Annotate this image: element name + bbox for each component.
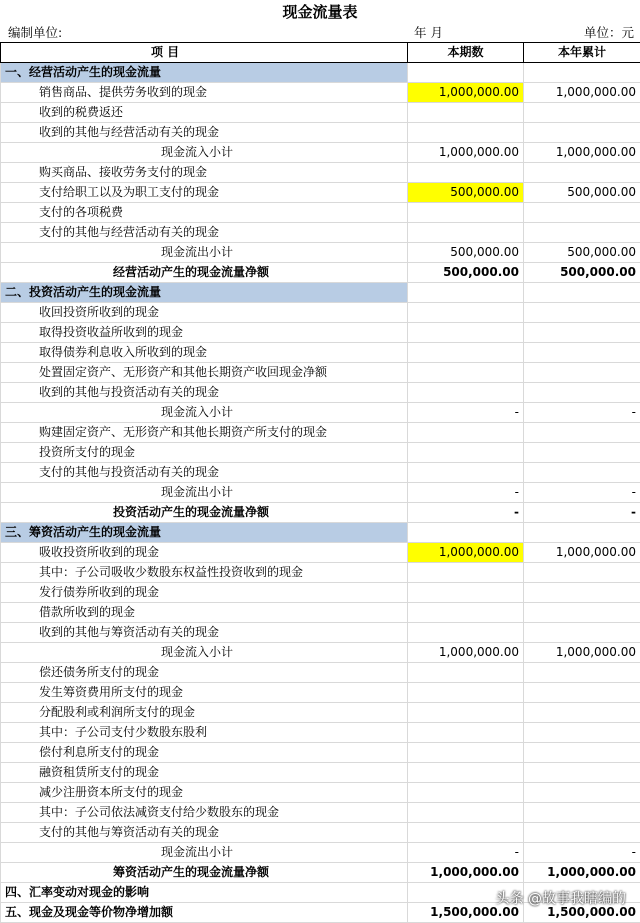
period-label: 年 月 bbox=[414, 24, 443, 42]
row-label[interactable]: 收到的税费返还 bbox=[1, 103, 408, 123]
year-to-date-cell[interactable] bbox=[524, 363, 640, 383]
table-row bbox=[1, 63, 640, 83]
year-to-date-cell[interactable] bbox=[524, 163, 640, 183]
year-to-date-cell[interactable]: - bbox=[524, 843, 640, 863]
current-period-cell[interactable] bbox=[408, 823, 524, 843]
table-row bbox=[1, 583, 640, 603]
current-period-cell[interactable] bbox=[408, 523, 524, 543]
table-row bbox=[1, 83, 640, 103]
year-to-date-cell[interactable] bbox=[524, 63, 640, 83]
year-to-date-cell[interactable] bbox=[524, 763, 640, 783]
table-row bbox=[1, 203, 640, 223]
current-period-cell[interactable] bbox=[408, 283, 524, 303]
year-to-date-cell[interactable] bbox=[524, 803, 640, 823]
table-row bbox=[1, 483, 640, 503]
year-to-date-cell[interactable] bbox=[524, 223, 640, 243]
current-period-cell[interactable] bbox=[408, 563, 524, 583]
header-item: 项 目 bbox=[1, 43, 408, 63]
year-to-date-cell[interactable] bbox=[524, 423, 640, 443]
current-period-cell[interactable] bbox=[408, 323, 524, 343]
year-to-date-cell[interactable] bbox=[524, 823, 640, 843]
current-period-cell[interactable]: 1,000,000.00 bbox=[408, 643, 524, 663]
current-period-cell[interactable] bbox=[408, 583, 524, 603]
table-row bbox=[1, 543, 640, 563]
year-to-date-cell[interactable] bbox=[524, 663, 640, 683]
table-row bbox=[1, 223, 640, 243]
row-label[interactable]: 投资活动产生的现金流量净额 bbox=[1, 503, 408, 523]
current-period-cell[interactable] bbox=[408, 423, 524, 443]
current-period-cell[interactable] bbox=[408, 603, 524, 623]
row-label[interactable]: 其中：子公司支付少数股东股利 bbox=[1, 723, 408, 743]
year-to-date-cell[interactable] bbox=[524, 743, 640, 763]
year-to-date-cell[interactable] bbox=[524, 443, 640, 463]
table-row bbox=[1, 843, 640, 863]
row-label[interactable]: 支付的各项税费 bbox=[1, 203, 408, 223]
row-label[interactable]: 一、经营活动产生的现金流量 bbox=[1, 63, 408, 83]
current-period-cell[interactable] bbox=[408, 763, 524, 783]
row-label[interactable]: 支付的其他与投资活动有关的现金 bbox=[1, 463, 408, 483]
header-current-period: 本期数 bbox=[408, 43, 524, 63]
table-header-row bbox=[1, 43, 640, 63]
table-row bbox=[1, 263, 640, 283]
row-label[interactable]: 购建固定资产、无形资产和其他长期资产所支付的现金 bbox=[1, 423, 408, 443]
row-label[interactable]: 现金流出小计 bbox=[1, 483, 408, 503]
current-period-cell[interactable] bbox=[408, 103, 524, 123]
row-label[interactable]: 支付的其他与筹资活动有关的现金 bbox=[1, 823, 408, 843]
current-period-cell[interactable] bbox=[408, 363, 524, 383]
table-row bbox=[1, 523, 640, 543]
row-label[interactable]: 收到的其他与经营活动有关的现金 bbox=[1, 123, 408, 143]
year-to-date-cell[interactable] bbox=[524, 523, 640, 543]
table-row bbox=[1, 423, 640, 443]
table-row bbox=[1, 603, 640, 623]
row-label[interactable]: 支付的其他与经营活动有关的现金 bbox=[1, 223, 408, 243]
row-label[interactable]: 销售商品、提供劳务收到的现金 bbox=[1, 83, 408, 103]
row-label[interactable]: 投资所支付的现金 bbox=[1, 443, 408, 463]
row-label[interactable]: 三、筹资活动产生的现金流量 bbox=[1, 523, 408, 543]
current-period-cell[interactable] bbox=[408, 683, 524, 703]
current-period-cell[interactable]: 1,000,000.00 bbox=[408, 543, 524, 563]
table-row bbox=[1, 763, 640, 783]
table-row bbox=[1, 403, 640, 423]
row-label[interactable]: 发生筹资费用所支付的现金 bbox=[1, 683, 408, 703]
row-label[interactable]: 筹资活动产生的现金流量净额 bbox=[1, 863, 408, 883]
year-to-date-cell[interactable] bbox=[524, 683, 640, 703]
year-to-date-cell[interactable] bbox=[524, 123, 640, 143]
table-row bbox=[1, 683, 640, 703]
current-period-cell[interactable]: 1,000,000.00 bbox=[408, 863, 524, 883]
row-label[interactable]: 经营活动产生的现金流量净额 bbox=[1, 263, 408, 283]
table-row bbox=[1, 863, 640, 883]
current-period-cell[interactable] bbox=[408, 203, 524, 223]
row-label[interactable]: 收到的其他与筹资活动有关的现金 bbox=[1, 623, 408, 643]
row-label[interactable]: 分配股利或利润所支付的现金 bbox=[1, 703, 408, 723]
year-to-date-cell[interactable]: 1,000,000.00 bbox=[524, 643, 640, 663]
current-period-cell[interactable]: - bbox=[408, 843, 524, 863]
row-label[interactable]: 五、现金及现金等价物净增加额 bbox=[1, 903, 408, 923]
table-row bbox=[1, 183, 640, 203]
table-row bbox=[1, 803, 640, 823]
year-to-date-cell[interactable] bbox=[524, 323, 640, 343]
current-period-cell[interactable] bbox=[408, 63, 524, 83]
current-period-cell[interactable] bbox=[408, 303, 524, 323]
table-row bbox=[1, 663, 640, 683]
current-period-cell[interactable] bbox=[408, 383, 524, 403]
current-period-cell[interactable] bbox=[408, 463, 524, 483]
cash-flow-table bbox=[0, 42, 640, 923]
row-label[interactable]: 现金流出小计 bbox=[1, 843, 408, 863]
current-period-cell[interactable]: 500,000.00 bbox=[408, 183, 524, 203]
row-label[interactable]: 处置固定资产、无形资产和其他长期资产收回现金净额 bbox=[1, 363, 408, 383]
table-row bbox=[1, 383, 640, 403]
current-period-cell[interactable]: 1,500,000.00 bbox=[408, 903, 524, 923]
table-row bbox=[1, 823, 640, 843]
table-row bbox=[1, 643, 640, 663]
table-row bbox=[1, 303, 640, 323]
row-label[interactable]: 吸收投资所收到的现金 bbox=[1, 543, 408, 563]
table-row bbox=[1, 563, 640, 583]
year-to-date-cell[interactable]: 1,000,000.00 bbox=[524, 863, 640, 883]
year-to-date-cell[interactable] bbox=[524, 723, 640, 743]
row-label[interactable]: 购买商品、接收劳务支付的现金 bbox=[1, 163, 408, 183]
current-period-cell[interactable]: 500,000.00 bbox=[408, 263, 524, 283]
row-label[interactable]: 减少注册资本所支付的现金 bbox=[1, 783, 408, 803]
current-period-cell[interactable] bbox=[408, 723, 524, 743]
row-label[interactable]: 现金流入小计 bbox=[1, 643, 408, 663]
current-period-cell[interactable] bbox=[408, 443, 524, 463]
current-period-cell[interactable] bbox=[408, 163, 524, 183]
table-row bbox=[1, 243, 640, 263]
year-to-date-cell[interactable]: 500,000.00 bbox=[524, 183, 640, 203]
current-period-cell[interactable] bbox=[408, 123, 524, 143]
table-row bbox=[1, 123, 640, 143]
row-label[interactable]: 发行债券所收到的现金 bbox=[1, 583, 408, 603]
row-label[interactable]: 收到的其他与投资活动有关的现金 bbox=[1, 383, 408, 403]
table-row bbox=[1, 783, 640, 803]
table-row bbox=[1, 443, 640, 463]
current-period-cell[interactable] bbox=[408, 803, 524, 823]
year-to-date-cell[interactable] bbox=[524, 623, 640, 643]
year-to-date-cell[interactable] bbox=[524, 603, 640, 623]
current-period-cell[interactable] bbox=[408, 703, 524, 723]
year-to-date-cell[interactable]: - bbox=[524, 503, 640, 523]
row-label[interactable]: 支付给职工以及为职工支付的现金 bbox=[1, 183, 408, 203]
year-to-date-cell[interactable]: 1,000,000.00 bbox=[524, 143, 640, 163]
table-row bbox=[1, 503, 640, 523]
year-to-date-cell[interactable] bbox=[524, 343, 640, 363]
row-label[interactable]: 取得债券利息收入所收到的现金 bbox=[1, 343, 408, 363]
row-label[interactable]: 收回投资所收到的现金 bbox=[1, 303, 408, 323]
current-period-cell[interactable]: - bbox=[408, 483, 524, 503]
row-label[interactable]: 现金流入小计 bbox=[1, 143, 408, 163]
current-period-cell[interactable]: 500,000.00 bbox=[408, 243, 524, 263]
table-row bbox=[1, 723, 640, 743]
current-period-cell[interactable] bbox=[408, 783, 524, 803]
row-label[interactable]: 其中：子公司吸收少数股东权益性投资收到的现金 bbox=[1, 563, 408, 583]
header-year-to-date: 本年累计 bbox=[524, 43, 640, 63]
page-title: 现金流量表 bbox=[0, 0, 640, 24]
year-to-date-cell[interactable] bbox=[524, 583, 640, 603]
table-row bbox=[1, 623, 640, 643]
current-period-cell[interactable] bbox=[408, 743, 524, 763]
current-period-cell[interactable]: - bbox=[408, 503, 524, 523]
row-label[interactable]: 偿付利息所支付的现金 bbox=[1, 743, 408, 763]
row-label[interactable]: 偿还债务所支付的现金 bbox=[1, 663, 408, 683]
row-label[interactable]: 其中：子公司依法减资支付给少数股东的现金 bbox=[1, 803, 408, 823]
table-row bbox=[1, 163, 640, 183]
year-to-date-cell[interactable] bbox=[524, 283, 640, 303]
row-label[interactable]: 现金流出小计 bbox=[1, 243, 408, 263]
table-row bbox=[1, 703, 640, 723]
year-to-date-cell[interactable]: 1,500,000.00 bbox=[524, 903, 640, 923]
watermark: 头条 @故事我瞎编的 bbox=[496, 888, 626, 908]
year-to-date-cell[interactable] bbox=[524, 103, 640, 123]
current-period-cell[interactable] bbox=[408, 223, 524, 243]
table-row bbox=[1, 283, 640, 303]
table-row bbox=[1, 103, 640, 123]
year-to-date-cell[interactable]: - bbox=[524, 483, 640, 503]
current-period-cell[interactable] bbox=[408, 623, 524, 643]
table-row bbox=[1, 463, 640, 483]
year-to-date-cell[interactable]: 500,000.00 bbox=[524, 263, 640, 283]
table-row bbox=[1, 743, 640, 763]
year-to-date-cell[interactable] bbox=[524, 383, 640, 403]
currency-unit-label: 单位：元 bbox=[584, 24, 634, 42]
row-label[interactable]: 取得投资收益所收到的现金 bbox=[1, 323, 408, 343]
current-period-cell[interactable] bbox=[408, 663, 524, 683]
row-label[interactable]: 二、投资活动产生的现金流量 bbox=[1, 283, 408, 303]
year-to-date-cell[interactable]: - bbox=[524, 403, 640, 423]
year-to-date-cell[interactable] bbox=[524, 463, 640, 483]
row-label[interactable]: 现金流入小计 bbox=[1, 403, 408, 423]
row-label[interactable]: 借款所收到的现金 bbox=[1, 603, 408, 623]
current-period-cell[interactable] bbox=[408, 343, 524, 363]
row-label[interactable]: 融资租赁所支付的现金 bbox=[1, 763, 408, 783]
table-row bbox=[1, 143, 640, 163]
year-to-date-cell[interactable] bbox=[524, 783, 640, 803]
year-to-date-cell[interactable] bbox=[524, 563, 640, 583]
year-to-date-cell[interactable] bbox=[524, 203, 640, 223]
year-to-date-cell[interactable]: 1,000,000.00 bbox=[524, 83, 640, 103]
year-to-date-cell[interactable]: 500,000.00 bbox=[524, 243, 640, 263]
table-row bbox=[1, 363, 640, 383]
year-to-date-cell[interactable] bbox=[524, 303, 640, 323]
current-period-cell[interactable]: 1,000,000.00 bbox=[408, 83, 524, 103]
year-to-date-cell[interactable]: 1,000,000.00 bbox=[524, 543, 640, 563]
current-period-cell[interactable]: - bbox=[408, 403, 524, 423]
row-label[interactable]: 四、汇率变动对现金的影响 bbox=[1, 883, 408, 903]
year-to-date-cell[interactable] bbox=[524, 703, 640, 723]
table-row bbox=[1, 343, 640, 363]
current-period-cell[interactable]: 1,000,000.00 bbox=[408, 143, 524, 163]
compiling-unit-label: 编制单位: bbox=[8, 24, 62, 42]
table-row bbox=[1, 323, 640, 343]
